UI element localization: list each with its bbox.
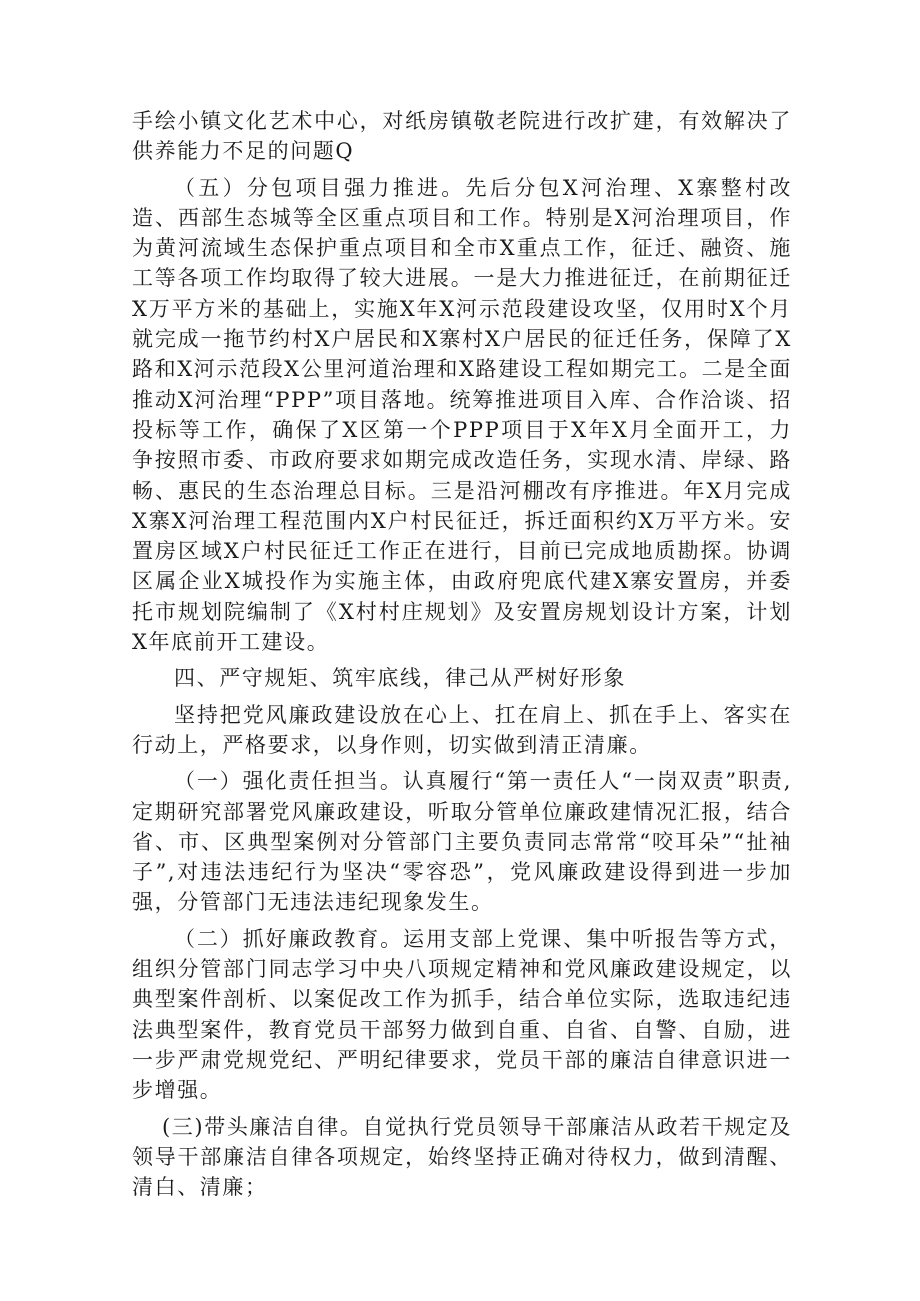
paragraph-project-advancement: （五）分包项目强力推进。先后分包X河治理、X寨整村改造、西部生态城等全区重点项目和工作。特别是X河治理项目，作为黄河流域生态保护重点项目和全市X重点工作，征迁、融资、施工等各项工作均取得了较大进展。一是大力推进征迁，在前期征迁X万平方米的基础上，实施X年X河示范段建设攻坚，仅用时X个月就完成一拖节约村X户居民和X寨村X户居民的征迁任务，保障了X路和X河示范段X公里河道治理和X路建设工程如期完工。二是全面推动X河治理“PPP”项目落地。统筹推进项目入库、合作洽谈、招投标等工作，确保了X区第一个PPP项目于X年X月全面开工，力争按照市委、市政府要求如期完成改造任务，实现水清、岸绿、路畅、惠民的生态治理总目标。三是沿河棚改有序推进。年X月完成X寨X河治理工程范围内X户村民征迁，拆迁面积约X万平方米。安置房区域X户村民征迁工作正在进行，目前已完成地质勘探。协调区属企业X城投作为实施主体，由政府兜底代建X寨安置房，并委托市规划院编制了《X村村庄规划》及安置房规划设计方案，计划X年底前开工建设。	[132, 175, 792, 655]
document-body	[132, 106, 792, 1202]
section-heading-four: 四、严守规矩、筑牢底线，律己从严树好形象	[174, 666, 626, 691]
paragraph-integrity-education: （二）抓好廉政教育。运用支部上党课、集中听报告等方式，组织分管部门同志学习中央八项规定精神和党风廉政建设规定，以典型案件剖析、以案促改工作为抓手，结合单位实际，选取违纪违法典型案件，教育党员干部努力做到自重、自省、自警、自励，进一步严肃党规党纪、严明纪律要求，党员干部的廉洁自律意识进一步增强。	[132, 926, 792, 1103]
paragraph-self-discipline: (三)带头廉洁自律。自觉执行党员领导干部廉洁从政若干规定及领导干部廉洁自律各项规定，始终坚持正确对待权力，做到清醒、清白、清廉；	[132, 1114, 792, 1200]
paragraph-party-conduct: 坚持把党风廉政建设放在心上、扛在肩上、抓在手上、客实在行动上，严格要求，以身作则，切实做到清正清廉。	[132, 702, 792, 757]
paragraph-responsibility: （一）强化责任担当。认真履行“第一责任人“一岗双责”职责,定期研究部署党风廉政建设，听取分管单位廉政建情况汇报，结合省、市、区典型案例对分管部门主要负责同志常常“咬耳朵”“扯袖子”,对违法违纪行为坚决“零容恐”，党风廉政建设得到进一步加强，分管部门无违法违纪现象发生。	[132, 769, 792, 915]
paragraph-continuation: 手绘小镇文化艺术中心，对纸房镇敬老院进行改扩建，有效解决了供养能力不足的问题Q	[132, 109, 792, 164]
